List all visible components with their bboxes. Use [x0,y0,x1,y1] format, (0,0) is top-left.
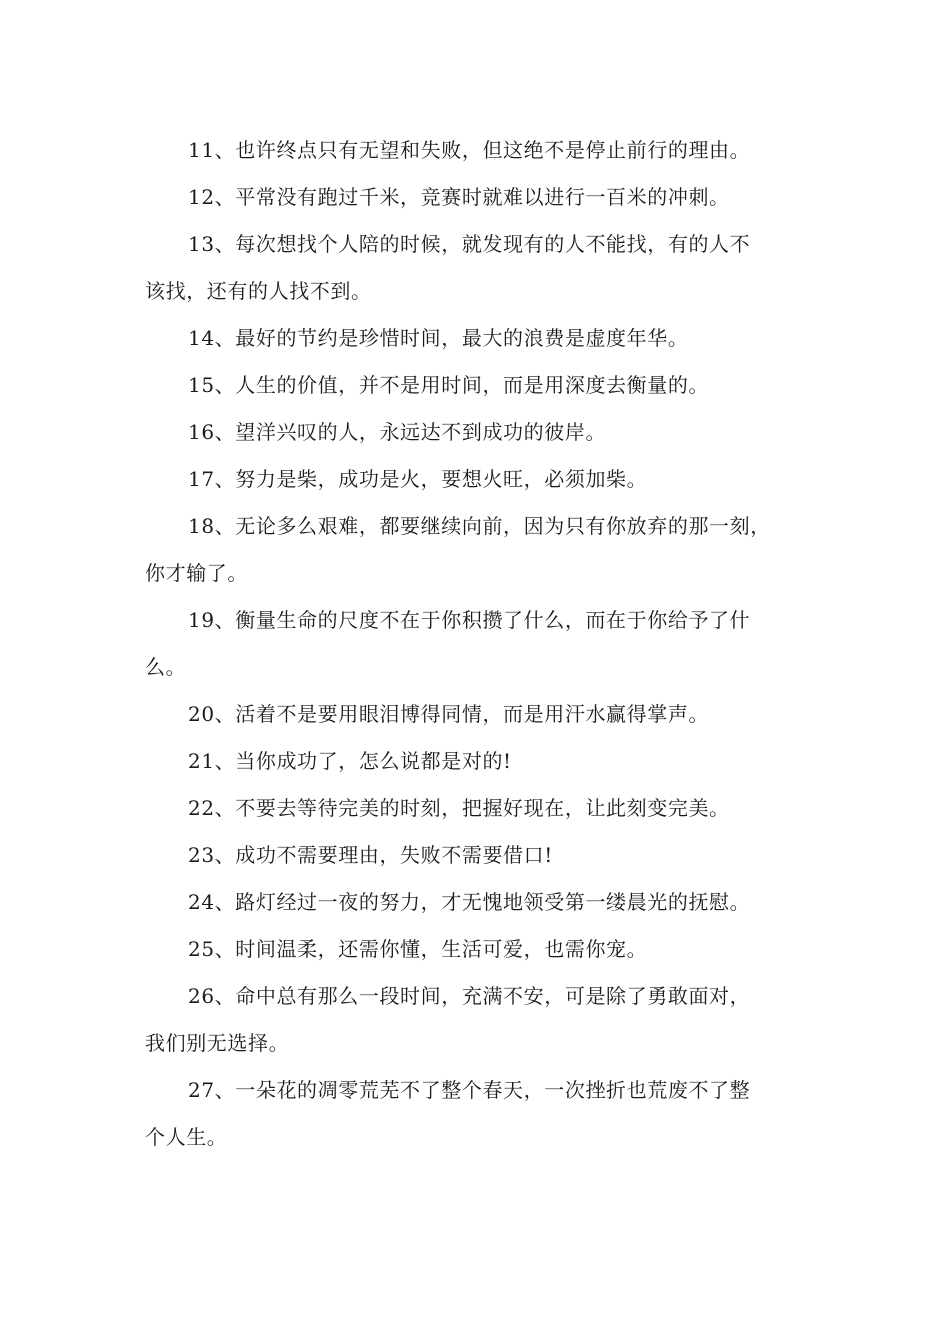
paragraph-text: 17、努力是柴，成功是火，要想火旺，必须加柴。 [188,467,648,491]
paragraph-12 [145,185,815,209]
paragraph-text: 24、路灯经过一夜的努力，才无愧地领受第一缕晨光的抚慰。 [188,890,751,914]
paragraph-26 [145,984,815,1055]
paragraph-11 [145,138,815,162]
paragraph-27 [145,1078,815,1149]
paragraph-text: 12、平常没有跑过千米，竞赛时就难以进行一百米的冲刺。 [188,185,730,209]
paragraph-text: 26、命中总有那么一段时间，充满不安，可是除了勇敢面对， [188,984,751,1008]
paragraph-22 [145,796,815,820]
paragraph-text: 19、衡量生命的尺度不在于你积攒了什么，而在于你给予了什 [188,608,751,632]
paragraph-21 [145,749,815,773]
paragraph-23 [145,843,815,867]
paragraph-continuation: 么。 [145,655,187,679]
document-body [145,138,815,1172]
paragraph-continuation: 该找，还有的人找不到。 [145,279,372,303]
paragraph-text: 11、也许终点只有无望和失败，但这绝不是停止前行的理由。 [188,138,751,162]
paragraph-text: 15、人生的价值，并不是用时间，而是用深度去衡量的。 [188,373,710,397]
paragraph-24 [145,890,815,914]
paragraph-15 [145,373,815,397]
paragraph-text: 25、时间温柔，还需你懂，生活可爱，也需你宠。 [188,937,648,961]
paragraph-text: 22、不要去等待完美的时刻，把握好现在，让此刻变完美。 [188,796,730,820]
paragraph-continuation: 个人生。 [145,1125,228,1149]
paragraph-continuation: 我们别无选择。 [145,1031,290,1055]
paragraph-20 [145,702,815,726]
paragraph-text: 27、一朵花的凋零荒芜不了整个春天，一次挫折也荒废不了整 [188,1078,751,1102]
paragraph-19 [145,608,815,679]
paragraph-14 [145,326,815,350]
paragraph-16 [145,420,815,444]
paragraph-25 [145,937,815,961]
paragraph-text: 13、每次想找个人陪的时候，就发现有的人不能找，有的人不 [188,232,751,256]
paragraph-text: 18、无论多么艰难，都要继续向前，因为只有你放弃的那一刻， [188,514,771,538]
paragraph-text: 16、望洋兴叹的人，永远达不到成功的彼岸。 [188,420,607,444]
paragraph-continuation: 你才输了。 [145,561,248,585]
paragraph-text: 23、成功不需要理由，失败不需要借口! [188,843,553,867]
paragraph-text: 14、最好的节约是珍惜时间，最大的浪费是虚度年华。 [188,326,689,350]
paragraph-18 [145,514,815,585]
paragraph-17 [145,467,815,491]
paragraph-text: 21、当你成功了，怎么说都是对的! [188,749,512,773]
paragraph-text: 20、活着不是要用眼泪博得同情，而是用汗水赢得掌声。 [188,702,710,726]
paragraph-13 [145,232,815,303]
